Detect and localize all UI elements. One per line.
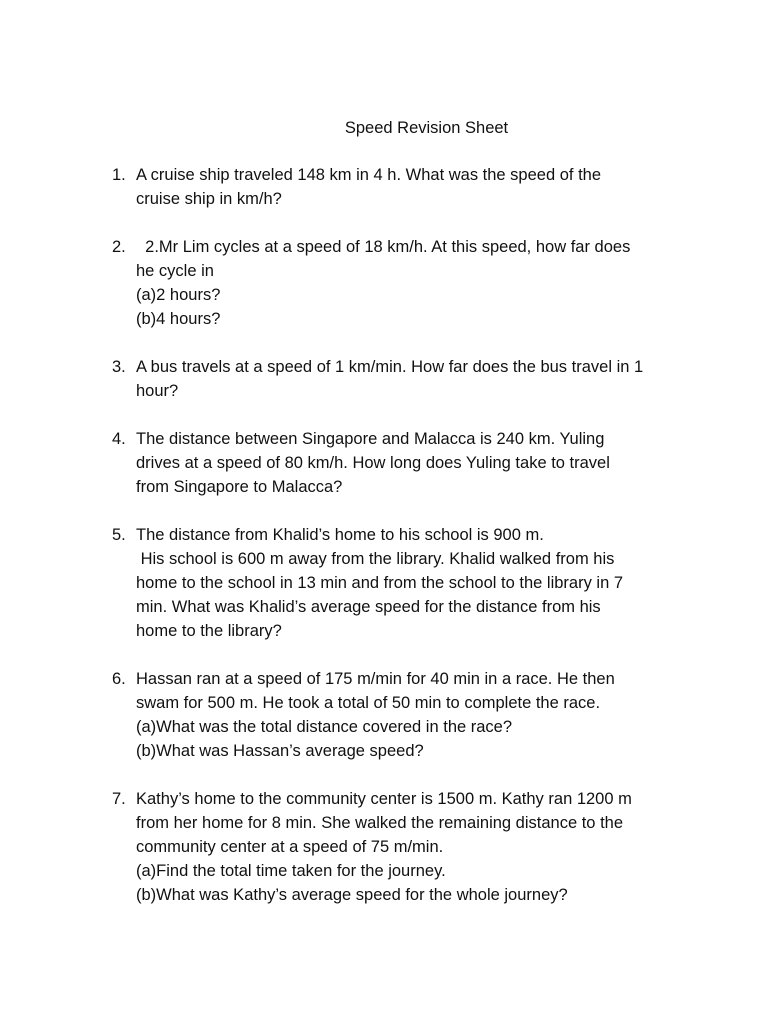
question-subpart: (a)2 hours? — [136, 286, 221, 304]
question-text-line: swam for 500 m. He took a total of 50 min to complete the race. — [136, 694, 601, 712]
question-number: 2. — [112, 238, 126, 256]
question-text-line: A cruise ship traveled 148 km in 4 h. What was the speed of the — [136, 166, 602, 184]
question-subpart: (b)What was Hassan’s average speed? — [136, 742, 424, 760]
question-text-line: The distance between Singapore and Malacca is 240 km. Yuling — [136, 430, 605, 448]
question-text-line: His school is 600 m away from the library. Khalid walked from his — [136, 550, 615, 568]
question-item — [112, 523, 692, 643]
question-text-line: from her home for 8 min. She walked the remaining distance to the — [136, 814, 623, 832]
question-text-line: 2.Mr Lim cycles at a speed of 18 km/h. At this speed, how far does — [136, 238, 631, 256]
question-text-line: A bus travels at a speed of 1 km/min. How far does the bus travel in 1 — [136, 358, 644, 376]
question-subpart: (a)Find the total time taken for the journey. — [136, 862, 446, 880]
question-text-line: from Singapore to Malacca? — [136, 478, 343, 496]
question-number: 7. — [112, 790, 126, 808]
page-title: Speed Revision Sheet — [344, 119, 509, 137]
question-number: 1. — [112, 166, 126, 184]
question-text-line: drives at a speed of 80 km/h. How long does Yuling take to travel — [136, 454, 610, 472]
question-subpart: (b)4 hours? — [136, 310, 221, 328]
question-item — [112, 163, 692, 211]
question-text-line: hour? — [136, 382, 179, 400]
question-item — [112, 235, 692, 331]
question-number: 5. — [112, 526, 126, 544]
question-text-line: Kathy’s home to the community center is 1500 m. Kathy ran 1200 m — [136, 790, 632, 808]
question-text-line: community center at a speed of 75 m/min. — [136, 838, 444, 856]
question-number: 6. — [112, 670, 126, 688]
question-text-line: Hassan ran at a speed of 175 m/min for 40 min in a race. He then — [136, 670, 615, 688]
question-number: 3. — [112, 358, 126, 376]
question-number: 4. — [112, 430, 126, 448]
question-item — [112, 787, 692, 907]
question-text-line: home to the library? — [136, 622, 282, 640]
question-text-line: The distance from Khalid’s home to his school is 900 m. — [136, 526, 544, 544]
question-text-line: min. What was Khalid’s average speed for the distance from his — [136, 598, 601, 616]
question-item — [112, 667, 692, 763]
question-subpart: (b)What was Kathy’s average speed for the whole journey? — [136, 886, 568, 904]
question-list — [112, 163, 692, 931]
question-item — [112, 427, 692, 499]
question-item — [112, 355, 692, 403]
question-text-line: he cycle in — [136, 262, 214, 280]
question-text-line: home to the school in 13 min and from the school to the library in 7 — [136, 574, 624, 592]
question-text-line: cruise ship in km/h? — [136, 190, 282, 208]
question-subpart: (a)What was the total distance covered in the race? — [136, 718, 513, 736]
